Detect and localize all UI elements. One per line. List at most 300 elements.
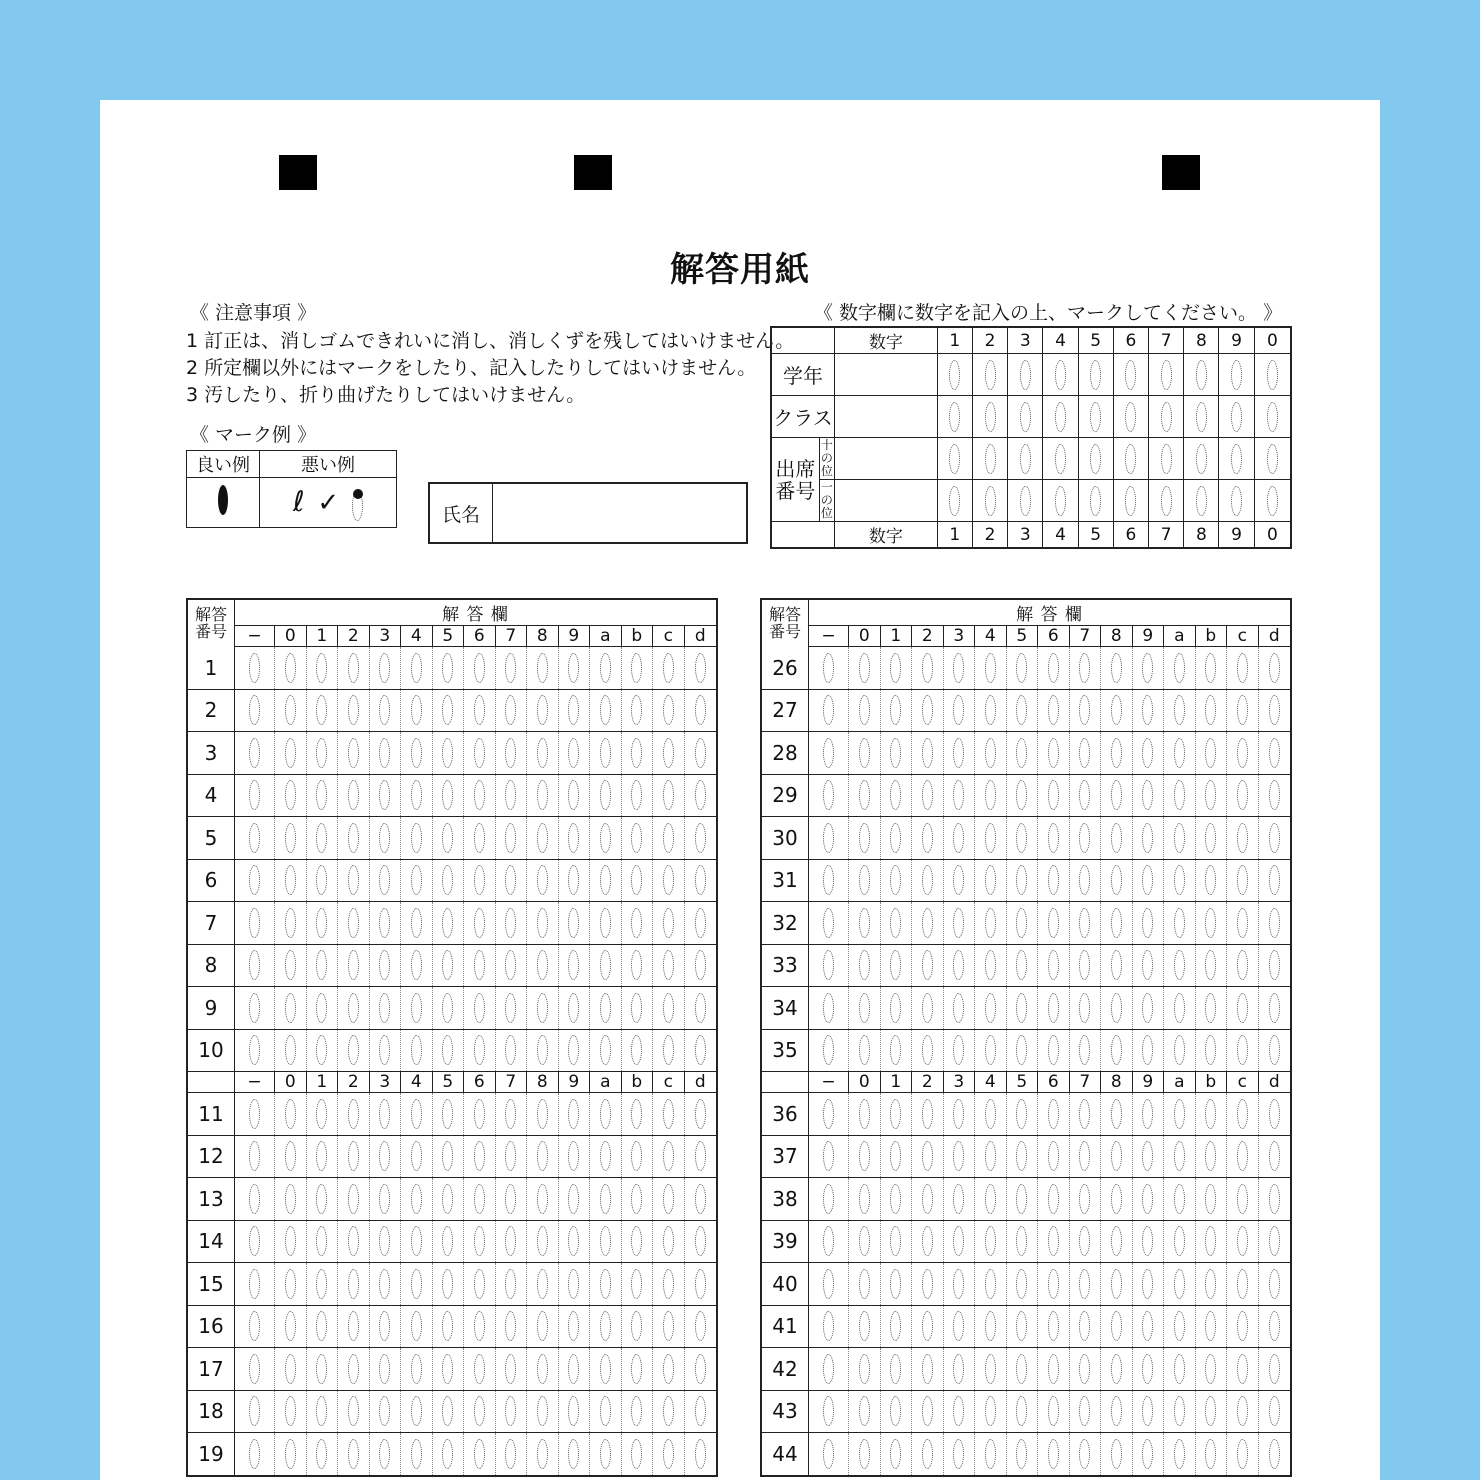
answer-bubble[interactable] xyxy=(1174,1269,1185,1299)
answer-bubble[interactable] xyxy=(600,738,611,768)
answer-bubble[interactable] xyxy=(537,1269,548,1299)
answer-bubble[interactable] xyxy=(474,823,485,853)
answer-bubble[interactable] xyxy=(922,1311,933,1341)
answer-bubble[interactable] xyxy=(922,1439,933,1469)
answer-bubble[interactable] xyxy=(1111,950,1122,980)
answer-bubble[interactable] xyxy=(695,653,706,683)
answer-bubble[interactable] xyxy=(823,865,834,895)
answer-bubble[interactable] xyxy=(1269,1311,1280,1341)
answer-bubble[interactable] xyxy=(316,1141,327,1171)
answer-bubble[interactable] xyxy=(890,993,901,1023)
answer-bubble[interactable] xyxy=(1237,950,1248,980)
answer-bubble[interactable] xyxy=(249,1269,260,1299)
answer-bubble[interactable] xyxy=(1196,486,1207,516)
answer-bubble[interactable] xyxy=(1016,908,1027,938)
answer-bubble[interactable] xyxy=(411,1439,422,1469)
answer-bubble[interactable] xyxy=(1020,360,1031,390)
answer-bubble[interactable] xyxy=(890,1099,901,1129)
answer-bubble[interactable] xyxy=(505,823,516,853)
answer-bubble[interactable] xyxy=(568,1354,579,1384)
answer-bubble[interactable] xyxy=(379,1099,390,1129)
answer-bubble[interactable] xyxy=(1142,865,1153,895)
answer-bubble[interactable] xyxy=(1142,695,1153,725)
answer-bubble[interactable] xyxy=(663,1269,674,1299)
answer-bubble[interactable] xyxy=(285,1035,296,1065)
answer-bubble[interactable] xyxy=(1142,738,1153,768)
answer-bubble[interactable] xyxy=(663,1396,674,1426)
answer-bubble[interactable] xyxy=(1016,1226,1027,1256)
answer-bubble[interactable] xyxy=(823,653,834,683)
answer-bubble[interactable] xyxy=(249,823,260,853)
answer-bubble[interactable] xyxy=(537,823,548,853)
answer-bubble[interactable] xyxy=(823,1035,834,1065)
answer-bubble[interactable] xyxy=(1231,444,1242,474)
answer-bubble[interactable] xyxy=(663,1035,674,1065)
answer-bubble[interactable] xyxy=(1269,908,1280,938)
answer-bubble[interactable] xyxy=(1267,486,1278,516)
answer-bubble[interactable] xyxy=(348,1099,359,1129)
answer-bubble[interactable] xyxy=(1231,360,1242,390)
answer-bubble[interactable] xyxy=(922,950,933,980)
answer-bubble[interactable] xyxy=(1079,1439,1090,1469)
answer-bubble[interactable] xyxy=(953,1311,964,1341)
answer-bubble[interactable] xyxy=(859,908,870,938)
answer-bubble[interactable] xyxy=(1016,865,1027,895)
answer-bubble[interactable] xyxy=(1142,1184,1153,1214)
answer-bubble[interactable] xyxy=(442,993,453,1023)
answer-bubble[interactable] xyxy=(922,865,933,895)
answer-bubble[interactable] xyxy=(474,1184,485,1214)
answer-bubble[interactable] xyxy=(890,780,901,810)
answer-bubble[interactable] xyxy=(663,908,674,938)
digit-write-box[interactable] xyxy=(835,480,938,522)
answer-bubble[interactable] xyxy=(505,1184,516,1214)
answer-bubble[interactable] xyxy=(316,653,327,683)
answer-bubble[interactable] xyxy=(1174,780,1185,810)
answer-bubble[interactable] xyxy=(348,1226,359,1256)
answer-bubble[interactable] xyxy=(1237,1184,1248,1214)
answer-bubble[interactable] xyxy=(411,1396,422,1426)
answer-bubble[interactable] xyxy=(859,1184,870,1214)
answer-bubble[interactable] xyxy=(922,780,933,810)
answer-bubble[interactable] xyxy=(663,780,674,810)
answer-bubble[interactable] xyxy=(922,1099,933,1129)
answer-bubble[interactable] xyxy=(890,738,901,768)
answer-bubble[interactable] xyxy=(953,865,964,895)
answer-bubble[interactable] xyxy=(1205,993,1216,1023)
answer-bubble[interactable] xyxy=(600,653,611,683)
answer-bubble[interactable] xyxy=(505,780,516,810)
answer-bubble[interactable] xyxy=(1016,1396,1027,1426)
answer-bubble[interactable] xyxy=(1048,1141,1059,1171)
answer-bubble[interactable] xyxy=(1055,444,1066,474)
answer-bubble[interactable] xyxy=(249,908,260,938)
answer-bubble[interactable] xyxy=(249,738,260,768)
answer-bubble[interactable] xyxy=(823,1439,834,1469)
answer-bubble[interactable] xyxy=(949,402,960,432)
answer-bubble[interactable] xyxy=(379,780,390,810)
answer-bubble[interactable] xyxy=(568,1099,579,1129)
answer-bubble[interactable] xyxy=(1048,1311,1059,1341)
answer-bubble[interactable] xyxy=(316,1396,327,1426)
answer-bubble[interactable] xyxy=(890,823,901,853)
answer-bubble[interactable] xyxy=(859,1035,870,1065)
answer-bubble[interactable] xyxy=(442,1311,453,1341)
answer-bubble[interactable] xyxy=(442,1439,453,1469)
answer-bubble[interactable] xyxy=(1142,1035,1153,1065)
answer-bubble[interactable] xyxy=(1048,695,1059,725)
answer-bubble[interactable] xyxy=(474,1141,485,1171)
answer-bubble[interactable] xyxy=(695,1184,706,1214)
answer-bubble[interactable] xyxy=(1111,1184,1122,1214)
answer-bubble[interactable] xyxy=(316,1269,327,1299)
answer-bubble[interactable] xyxy=(985,865,996,895)
answer-bubble[interactable] xyxy=(442,1269,453,1299)
answer-bubble[interactable] xyxy=(695,1226,706,1256)
answer-bubble[interactable] xyxy=(1174,653,1185,683)
answer-bubble[interactable] xyxy=(505,1141,516,1171)
answer-bubble[interactable] xyxy=(922,653,933,683)
answer-bubble[interactable] xyxy=(1269,1439,1280,1469)
answer-bubble[interactable] xyxy=(631,1226,642,1256)
answer-bubble[interactable] xyxy=(316,1184,327,1214)
answer-bubble[interactable] xyxy=(474,908,485,938)
answer-bubble[interactable] xyxy=(631,1396,642,1426)
answer-bubble[interactable] xyxy=(600,1396,611,1426)
answer-bubble[interactable] xyxy=(348,695,359,725)
answer-bubble[interactable] xyxy=(474,1099,485,1129)
answer-bubble[interactable] xyxy=(1237,1439,1248,1469)
answer-bubble[interactable] xyxy=(442,780,453,810)
answer-bubble[interactable] xyxy=(1048,1396,1059,1426)
answer-bubble[interactable] xyxy=(600,1099,611,1129)
answer-bubble[interactable] xyxy=(379,950,390,980)
answer-bubble[interactable] xyxy=(1111,865,1122,895)
answer-bubble[interactable] xyxy=(890,1035,901,1065)
answer-bubble[interactable] xyxy=(1111,993,1122,1023)
answer-bubble[interactable] xyxy=(1020,486,1031,516)
answer-bubble[interactable] xyxy=(600,908,611,938)
answer-bubble[interactable] xyxy=(922,908,933,938)
answer-bubble[interactable] xyxy=(1161,360,1172,390)
answer-bubble[interactable] xyxy=(1111,1439,1122,1469)
answer-bubble[interactable] xyxy=(1174,993,1185,1023)
answer-bubble[interactable] xyxy=(1111,823,1122,853)
answer-bubble[interactable] xyxy=(285,1354,296,1384)
answer-bubble[interactable] xyxy=(1111,1269,1122,1299)
answer-bubble[interactable] xyxy=(1016,1184,1027,1214)
answer-bubble[interactable] xyxy=(1237,780,1248,810)
answer-bubble[interactable] xyxy=(1174,1396,1185,1426)
answer-bubble[interactable] xyxy=(922,1226,933,1256)
answer-bubble[interactable] xyxy=(505,993,516,1023)
answer-bubble[interactable] xyxy=(505,865,516,895)
answer-bubble[interactable] xyxy=(1269,1099,1280,1129)
answer-bubble[interactable] xyxy=(890,1354,901,1384)
answer-bubble[interactable] xyxy=(949,444,960,474)
answer-bubble[interactable] xyxy=(663,1311,674,1341)
answer-bubble[interactable] xyxy=(1205,1354,1216,1384)
answer-bubble[interactable] xyxy=(505,950,516,980)
answer-bubble[interactable] xyxy=(1237,865,1248,895)
answer-bubble[interactable] xyxy=(249,1354,260,1384)
answer-bubble[interactable] xyxy=(537,865,548,895)
answer-bubble[interactable] xyxy=(348,1396,359,1426)
answer-bubble[interactable] xyxy=(953,1396,964,1426)
answer-bubble[interactable] xyxy=(695,1439,706,1469)
answer-bubble[interactable] xyxy=(505,1035,516,1065)
answer-bubble[interactable] xyxy=(537,1035,548,1065)
answer-bubble[interactable] xyxy=(1267,402,1278,432)
answer-bubble[interactable] xyxy=(631,865,642,895)
answer-bubble[interactable] xyxy=(922,1269,933,1299)
answer-bubble[interactable] xyxy=(985,486,996,516)
answer-bubble[interactable] xyxy=(1205,1184,1216,1214)
answer-bubble[interactable] xyxy=(1237,1354,1248,1384)
answer-bubble[interactable] xyxy=(985,1396,996,1426)
answer-bubble[interactable] xyxy=(1269,1035,1280,1065)
answer-bubble[interactable] xyxy=(663,1099,674,1129)
answer-bubble[interactable] xyxy=(1174,950,1185,980)
answer-bubble[interactable] xyxy=(474,653,485,683)
answer-bubble[interactable] xyxy=(537,1141,548,1171)
answer-bubble[interactable] xyxy=(379,823,390,853)
answer-bubble[interactable] xyxy=(1205,908,1216,938)
answer-bubble[interactable] xyxy=(316,908,327,938)
answer-bubble[interactable] xyxy=(953,950,964,980)
answer-bubble[interactable] xyxy=(1142,1269,1153,1299)
answer-bubble[interactable] xyxy=(663,1354,674,1384)
answer-bubble[interactable] xyxy=(1111,1396,1122,1426)
answer-bubble[interactable] xyxy=(1079,1269,1090,1299)
answer-bubble[interactable] xyxy=(953,695,964,725)
answer-bubble[interactable] xyxy=(1048,653,1059,683)
answer-bubble[interactable] xyxy=(1174,823,1185,853)
answer-bubble[interactable] xyxy=(859,1396,870,1426)
answer-bubble[interactable] xyxy=(890,1141,901,1171)
answer-bubble[interactable] xyxy=(348,1439,359,1469)
answer-bubble[interactable] xyxy=(1111,1141,1122,1171)
answer-bubble[interactable] xyxy=(348,653,359,683)
answer-bubble[interactable] xyxy=(537,1439,548,1469)
answer-bubble[interactable] xyxy=(568,908,579,938)
answer-bubble[interactable] xyxy=(823,823,834,853)
answer-bubble[interactable] xyxy=(890,695,901,725)
answer-bubble[interactable] xyxy=(823,1099,834,1129)
answer-bubble[interactable] xyxy=(663,1226,674,1256)
answer-bubble[interactable] xyxy=(1231,402,1242,432)
answer-bubble[interactable] xyxy=(379,1439,390,1469)
answer-bubble[interactable] xyxy=(379,865,390,895)
answer-bubble[interactable] xyxy=(442,823,453,853)
answer-bubble[interactable] xyxy=(316,865,327,895)
answer-bubble[interactable] xyxy=(1237,653,1248,683)
answer-bubble[interactable] xyxy=(379,695,390,725)
answer-bubble[interactable] xyxy=(1048,993,1059,1023)
answer-bubble[interactable] xyxy=(600,1141,611,1171)
answer-bubble[interactable] xyxy=(568,1226,579,1256)
answer-bubble[interactable] xyxy=(631,695,642,725)
answer-bubble[interactable] xyxy=(823,950,834,980)
answer-bubble[interactable] xyxy=(1079,993,1090,1023)
answer-bubble[interactable] xyxy=(568,695,579,725)
answer-bubble[interactable] xyxy=(379,993,390,1023)
answer-bubble[interactable] xyxy=(285,695,296,725)
answer-bubble[interactable] xyxy=(953,738,964,768)
answer-bubble[interactable] xyxy=(568,1184,579,1214)
answer-bubble[interactable] xyxy=(985,908,996,938)
answer-bubble[interactable] xyxy=(285,1311,296,1341)
answer-bubble[interactable] xyxy=(316,1099,327,1129)
digit-write-box[interactable] xyxy=(835,354,938,396)
answer-bubble[interactable] xyxy=(631,738,642,768)
answer-bubble[interactable] xyxy=(348,1354,359,1384)
answer-bubble[interactable] xyxy=(1048,823,1059,853)
answer-bubble[interactable] xyxy=(1090,444,1101,474)
answer-bubble[interactable] xyxy=(823,1269,834,1299)
answer-bubble[interactable] xyxy=(285,865,296,895)
answer-bubble[interactable] xyxy=(348,1141,359,1171)
answer-bubble[interactable] xyxy=(922,1396,933,1426)
answer-bubble[interactable] xyxy=(1205,1141,1216,1171)
answer-bubble[interactable] xyxy=(348,1269,359,1299)
answer-bubble[interactable] xyxy=(1205,1035,1216,1065)
answer-bubble[interactable] xyxy=(537,950,548,980)
answer-bubble[interactable] xyxy=(442,695,453,725)
answer-bubble[interactable] xyxy=(695,1141,706,1171)
answer-bubble[interactable] xyxy=(663,738,674,768)
answer-bubble[interactable] xyxy=(859,823,870,853)
answer-bubble[interactable] xyxy=(1142,1141,1153,1171)
answer-bubble[interactable] xyxy=(1269,865,1280,895)
answer-bubble[interactable] xyxy=(1237,1035,1248,1065)
answer-bubble[interactable] xyxy=(1111,738,1122,768)
answer-bubble[interactable] xyxy=(1111,1311,1122,1341)
answer-bubble[interactable] xyxy=(1016,823,1027,853)
answer-bubble[interactable] xyxy=(1016,1269,1027,1299)
answer-bubble[interactable] xyxy=(631,1311,642,1341)
answer-bubble[interactable] xyxy=(411,653,422,683)
answer-bubble[interactable] xyxy=(1174,695,1185,725)
answer-bubble[interactable] xyxy=(823,780,834,810)
answer-bubble[interactable] xyxy=(953,653,964,683)
answer-bubble[interactable] xyxy=(823,1226,834,1256)
answer-bubble[interactable] xyxy=(249,780,260,810)
answer-bubble[interactable] xyxy=(1111,908,1122,938)
answer-bubble[interactable] xyxy=(249,653,260,683)
answer-bubble[interactable] xyxy=(922,1141,933,1171)
answer-bubble[interactable] xyxy=(631,1141,642,1171)
answer-bubble[interactable] xyxy=(474,1396,485,1426)
answer-bubble[interactable] xyxy=(411,908,422,938)
answer-bubble[interactable] xyxy=(537,738,548,768)
answer-bubble[interactable] xyxy=(348,950,359,980)
answer-bubble[interactable] xyxy=(1055,402,1066,432)
answer-bubble[interactable] xyxy=(1079,1099,1090,1129)
answer-bubble[interactable] xyxy=(600,823,611,853)
digit-write-box[interactable] xyxy=(835,396,938,438)
answer-bubble[interactable] xyxy=(1079,1354,1090,1384)
answer-bubble[interactable] xyxy=(537,908,548,938)
answer-bubble[interactable] xyxy=(505,738,516,768)
answer-bubble[interactable] xyxy=(949,486,960,516)
answer-bubble[interactable] xyxy=(859,950,870,980)
answer-bubble[interactable] xyxy=(379,1269,390,1299)
answer-bubble[interactable] xyxy=(1016,993,1027,1023)
answer-bubble[interactable] xyxy=(1142,1311,1153,1341)
answer-bubble[interactable] xyxy=(859,993,870,1023)
answer-bubble[interactable] xyxy=(1048,1439,1059,1469)
answer-bubble[interactable] xyxy=(474,1439,485,1469)
answer-bubble[interactable] xyxy=(953,1269,964,1299)
answer-bubble[interactable] xyxy=(411,1141,422,1171)
answer-bubble[interactable] xyxy=(1016,695,1027,725)
answer-bubble[interactable] xyxy=(474,738,485,768)
answer-bubble[interactable] xyxy=(285,780,296,810)
answer-bubble[interactable] xyxy=(568,823,579,853)
answer-bubble[interactable] xyxy=(474,1354,485,1384)
answer-bubble[interactable] xyxy=(411,865,422,895)
answer-bubble[interactable] xyxy=(249,1184,260,1214)
answer-bubble[interactable] xyxy=(348,1035,359,1065)
answer-bubble[interactable] xyxy=(1205,738,1216,768)
answer-bubble[interactable] xyxy=(568,950,579,980)
answer-bubble[interactable] xyxy=(474,993,485,1023)
answer-bubble[interactable] xyxy=(316,950,327,980)
answer-bubble[interactable] xyxy=(600,993,611,1023)
answer-bubble[interactable] xyxy=(631,950,642,980)
answer-bubble[interactable] xyxy=(1020,444,1031,474)
answer-bubble[interactable] xyxy=(442,738,453,768)
answer-bubble[interactable] xyxy=(249,1226,260,1256)
answer-bubble[interactable] xyxy=(663,865,674,895)
answer-bubble[interactable] xyxy=(631,653,642,683)
answer-bubble[interactable] xyxy=(922,823,933,853)
answer-bubble[interactable] xyxy=(985,1035,996,1065)
answer-bubble[interactable] xyxy=(285,1269,296,1299)
answer-bubble[interactable] xyxy=(1048,1226,1059,1256)
answer-bubble[interactable] xyxy=(1079,695,1090,725)
answer-bubble[interactable] xyxy=(1174,908,1185,938)
answer-bubble[interactable] xyxy=(859,1354,870,1384)
answer-bubble[interactable] xyxy=(1205,1099,1216,1129)
answer-bubble[interactable] xyxy=(1237,1269,1248,1299)
answer-bubble[interactable] xyxy=(442,865,453,895)
answer-bubble[interactable] xyxy=(600,950,611,980)
answer-bubble[interactable] xyxy=(1016,1354,1027,1384)
answer-bubble[interactable] xyxy=(1111,1035,1122,1065)
answer-bubble[interactable] xyxy=(1161,402,1172,432)
answer-bubble[interactable] xyxy=(1055,486,1066,516)
answer-bubble[interactable] xyxy=(1237,1099,1248,1129)
answer-bubble[interactable] xyxy=(600,1226,611,1256)
answer-bubble[interactable] xyxy=(1079,780,1090,810)
answer-bubble[interactable] xyxy=(316,1439,327,1469)
answer-bubble[interactable] xyxy=(1237,1396,1248,1426)
answer-bubble[interactable] xyxy=(474,1311,485,1341)
answer-bubble[interactable] xyxy=(953,1226,964,1256)
answer-bubble[interactable] xyxy=(985,738,996,768)
answer-bubble[interactable] xyxy=(922,1354,933,1384)
answer-bubble[interactable] xyxy=(1142,823,1153,853)
answer-bubble[interactable] xyxy=(505,1099,516,1129)
answer-bubble[interactable] xyxy=(379,738,390,768)
answer-bubble[interactable] xyxy=(1205,1396,1216,1426)
answer-bubble[interactable] xyxy=(348,865,359,895)
answer-bubble[interactable] xyxy=(379,1184,390,1214)
answer-bubble[interactable] xyxy=(1048,738,1059,768)
answer-bubble[interactable] xyxy=(285,1184,296,1214)
